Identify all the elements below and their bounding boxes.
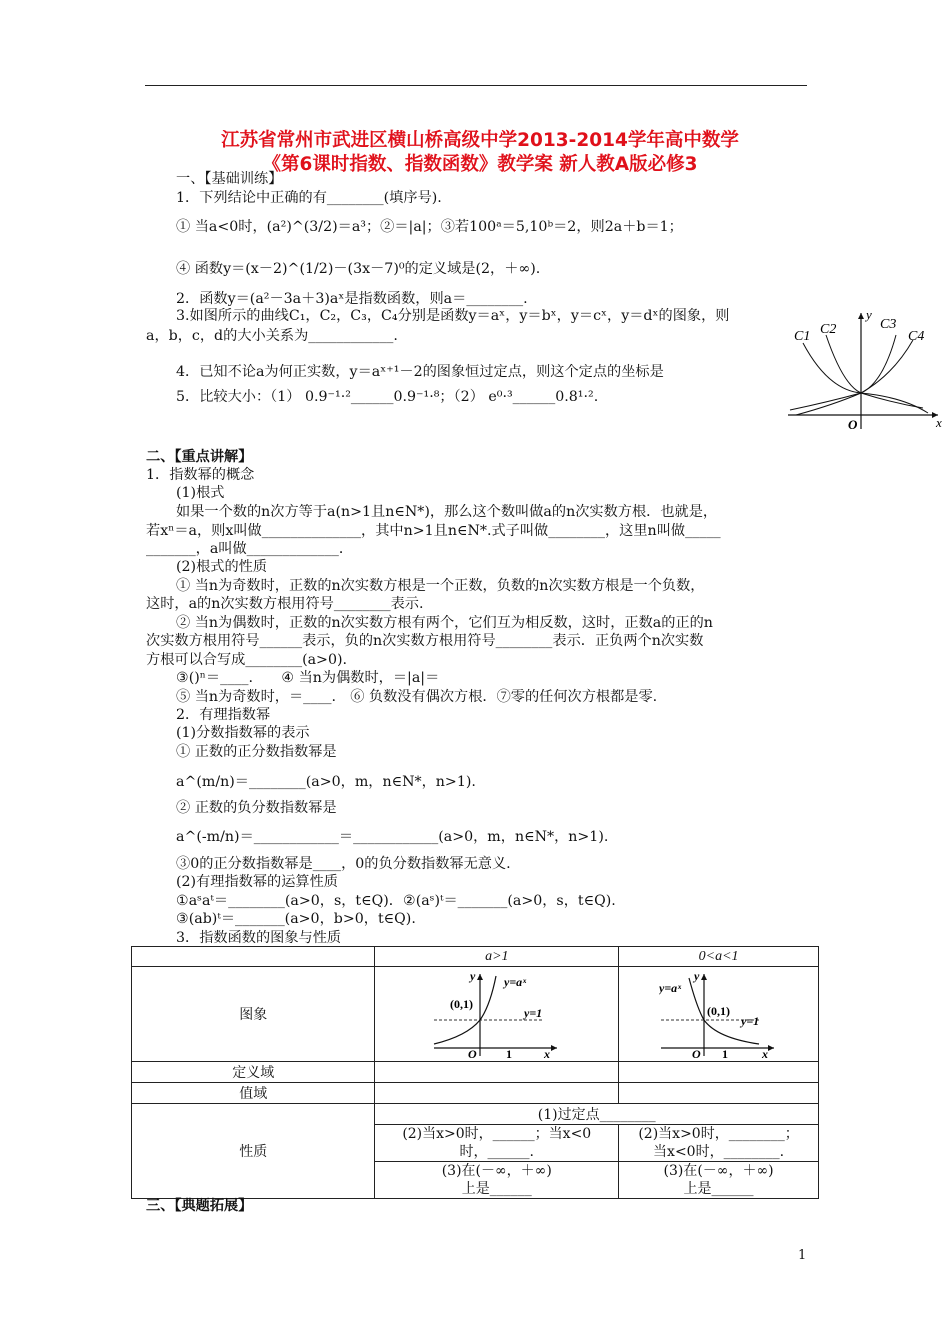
s2-p13: ⑤ 当n为奇数时，＝____. ⑥ 负数没有偶次方根．⑦零的任何次方根都是零. <box>176 689 658 705</box>
prop-fixed-point: (1)过定点________ <box>375 1104 818 1125</box>
s2-p17: a^(m/n)＝________(a>0，m，n∈N*，n>1). <box>176 774 476 790</box>
graph-right-one: 1 <box>721 1047 728 1058</box>
s2-p16: ① 正数的正分数指数幂是 <box>176 744 337 760</box>
range-right <box>619 1083 819 1104</box>
prop2-right <box>619 1125 818 1162</box>
header-a-gt-1: a>1 <box>375 947 619 967</box>
s2-p10: 次实数方根用符号______表示，负的n次实数方根用符号________表示．正负两个n次实数 <box>146 633 704 649</box>
prop3-left-b: 上是______ <box>461 1181 532 1197</box>
s2-p4: 若xⁿ＝a，则x叫做______________，其中n>1且n∈N*.式子叫做________，这里n叫做_____ <box>146 523 721 539</box>
s2-p9: ② 当n为偶数时，正数的n次实数方根有两个，它们互为相反数，这时，正数a的正的n <box>176 615 713 631</box>
s2-p20: ③0的正分数指数幂是____，0的负分数指数幂无意义. <box>176 856 511 872</box>
label-c3: C3 <box>880 317 897 332</box>
s2-p21: (2)有理指数幂的运算性质 <box>176 874 338 890</box>
prop2-right-a: (2)当x>0时，________； <box>638 1126 799 1142</box>
origin-label: O <box>848 417 858 432</box>
s2-p1: 1．指数幂的概念 <box>146 467 255 483</box>
row-graph-label: 图象 <box>132 967 375 1062</box>
q2: 2．函数y＝(a²－3a＋3)aˣ是指数函数，则a＝________. <box>176 291 528 307</box>
prop3-left <box>375 1162 618 1199</box>
axis-x-label: x <box>936 415 942 430</box>
graph-right-point: (0,1) <box>706 1004 730 1018</box>
prop2-right-b: 当x<0时，________. <box>653 1144 785 1160</box>
graph-right-origin: O <box>691 1047 701 1058</box>
graph-right-x: x <box>761 1047 768 1058</box>
range-left <box>375 1083 619 1104</box>
q1-options-4: ④ 函数y＝(x－2)^(1/2)－(3x－7)⁰的定义域是(2，＋∞). <box>176 261 541 277</box>
row-domain-label: 定义域 <box>132 1062 375 1083</box>
prop3-right-b: 上是______ <box>683 1181 754 1197</box>
axis-y-label: y <box>866 307 872 322</box>
row-props-label: 性质 <box>132 1104 375 1199</box>
section1-heading: 一、【基础训练】 <box>176 171 283 187</box>
q1: 1．下列结论中正确的有________(填序号). <box>176 190 442 206</box>
s2-p11: 方根可以合写成________(a>0). <box>146 652 348 668</box>
graph-left-y: y <box>469 970 476 983</box>
graph-left-one: 1 <box>505 1047 512 1058</box>
exp-function-table <box>131 946 819 1199</box>
s2-p3: 如果一个数的n次方等于a(n>1且n∈N*)，那么这个数叫做a的n次实数方根．也就是， <box>176 504 718 520</box>
graph-left-origin: O <box>467 1047 477 1058</box>
q5: 5．比较大小：（1） 0.9⁻¹·²______0.9⁻¹·⁸；（2） e⁰·³______0.8¹·². <box>176 389 599 405</box>
prop2-left-b: 时，______. <box>459 1144 534 1160</box>
label-c1: C1 <box>794 329 811 344</box>
page-number: 1 <box>798 1248 807 1263</box>
label-c2: C2 <box>820 322 837 337</box>
s2-p8: 这时，a的n次实数方根用符号________表示. <box>146 596 424 612</box>
props-cell <box>375 1104 819 1199</box>
prop3-left-a: (3)在(－∞，＋∞) <box>441 1163 552 1179</box>
s2-p19: a^(-m/n)＝____________＝____________(a>0，m，n∈N*，n>1). <box>176 829 609 845</box>
s2-p2: (1)根式 <box>176 485 225 501</box>
graph-left-curve-label: y=aˣ <box>503 975 527 989</box>
domain-left <box>375 1062 619 1083</box>
header-rule <box>145 85 807 86</box>
s2-p15: (1)分数指数幂的表示 <box>176 725 310 741</box>
section3-heading: 三、【典题拓展】 <box>146 1198 253 1214</box>
props-inner-table <box>375 1104 818 1198</box>
graph-a-lt-1 <box>659 970 779 1058</box>
row-range-label: 值域 <box>132 1083 375 1104</box>
q1-options-1: ① 当a<0时，(a²)^(3/2)＝a³；②＝|a|；③若100ᵃ＝5,10ᵇ＝2，则2a＋b＝1； <box>176 219 683 235</box>
s2-p24: 3．指数函数的图象与性质 <box>176 930 342 946</box>
s2-p22: ①aˢaᵗ＝________(a>0，s，t∈Q)．②(aˢ)ᵗ＝_______(a>0，s，t∈Q). <box>176 893 616 909</box>
domain-right <box>619 1062 819 1083</box>
q3-line1: 3.如图所示的曲线C₁，C₂，C₃，C₄分别是函数y＝aˣ，y＝bˣ，y＝cˣ，y＝dˣ的图象，则 <box>176 308 730 324</box>
section2-heading: 二、【重点讲解】 <box>146 449 253 465</box>
graph-right-y: y <box>693 970 699 983</box>
s2-p18: ② 正数的负分数指数幂是 <box>176 800 337 816</box>
s2-p23: ③(ab)ᵗ＝_______(a>0，b>0，t∈Q). <box>176 911 416 927</box>
graph-left-hline: y=1 <box>523 1006 542 1020</box>
graph-left-point: (0,1) <box>449 997 473 1011</box>
graph-right-hline: y=1 <box>740 1014 759 1028</box>
s2-p12: ③()ⁿ＝____. ④ 当n为偶数时，＝|a|＝ <box>176 670 440 686</box>
s2-p5: _______，a叫做_____________． <box>146 541 354 557</box>
prop3-right-a: (3)在(－∞，＋∞) <box>663 1163 774 1179</box>
prop2-left <box>375 1125 618 1162</box>
graph-a-gt-1 <box>432 970 562 1058</box>
s2-p6: (2)根式的性质 <box>176 559 268 575</box>
s2-p7: ① 当n为奇数时，正数的n次实数方根是一个正数，负数的n次实数方根是一个负数， <box>176 578 705 594</box>
q3-line2: a，b，c，d的大小关系为____________. <box>146 328 398 344</box>
doc-title-line2: 《第6课时指数、指数函数》教学案 新人教A版必修3 <box>262 154 698 175</box>
graph-right-curve-label: y=aˣ <box>658 981 681 995</box>
label-c4: C4 <box>908 329 925 344</box>
header-a-lt-1: 0<a<1 <box>619 947 819 967</box>
graph-cell-right <box>619 967 819 1062</box>
s2-p14: 2．有理指数幂 <box>176 707 271 723</box>
table-corner <box>132 947 375 967</box>
graph-left-x: x <box>543 1047 550 1058</box>
q4: 4．已知不论a为何正实数，y＝aˣ⁺¹－2的图象恒过定点，则这个定点的坐标是 <box>176 364 664 380</box>
exponential-curves-figure <box>788 305 948 435</box>
prop2-left-a: (2)当x>0时，______；当x<0 <box>402 1126 592 1142</box>
prop3-right <box>619 1162 818 1199</box>
doc-title-line1: 江苏省常州市武进区横山桥高级中学2013-2014学年高中数学 <box>221 130 739 151</box>
graph-cell-left <box>375 967 619 1062</box>
